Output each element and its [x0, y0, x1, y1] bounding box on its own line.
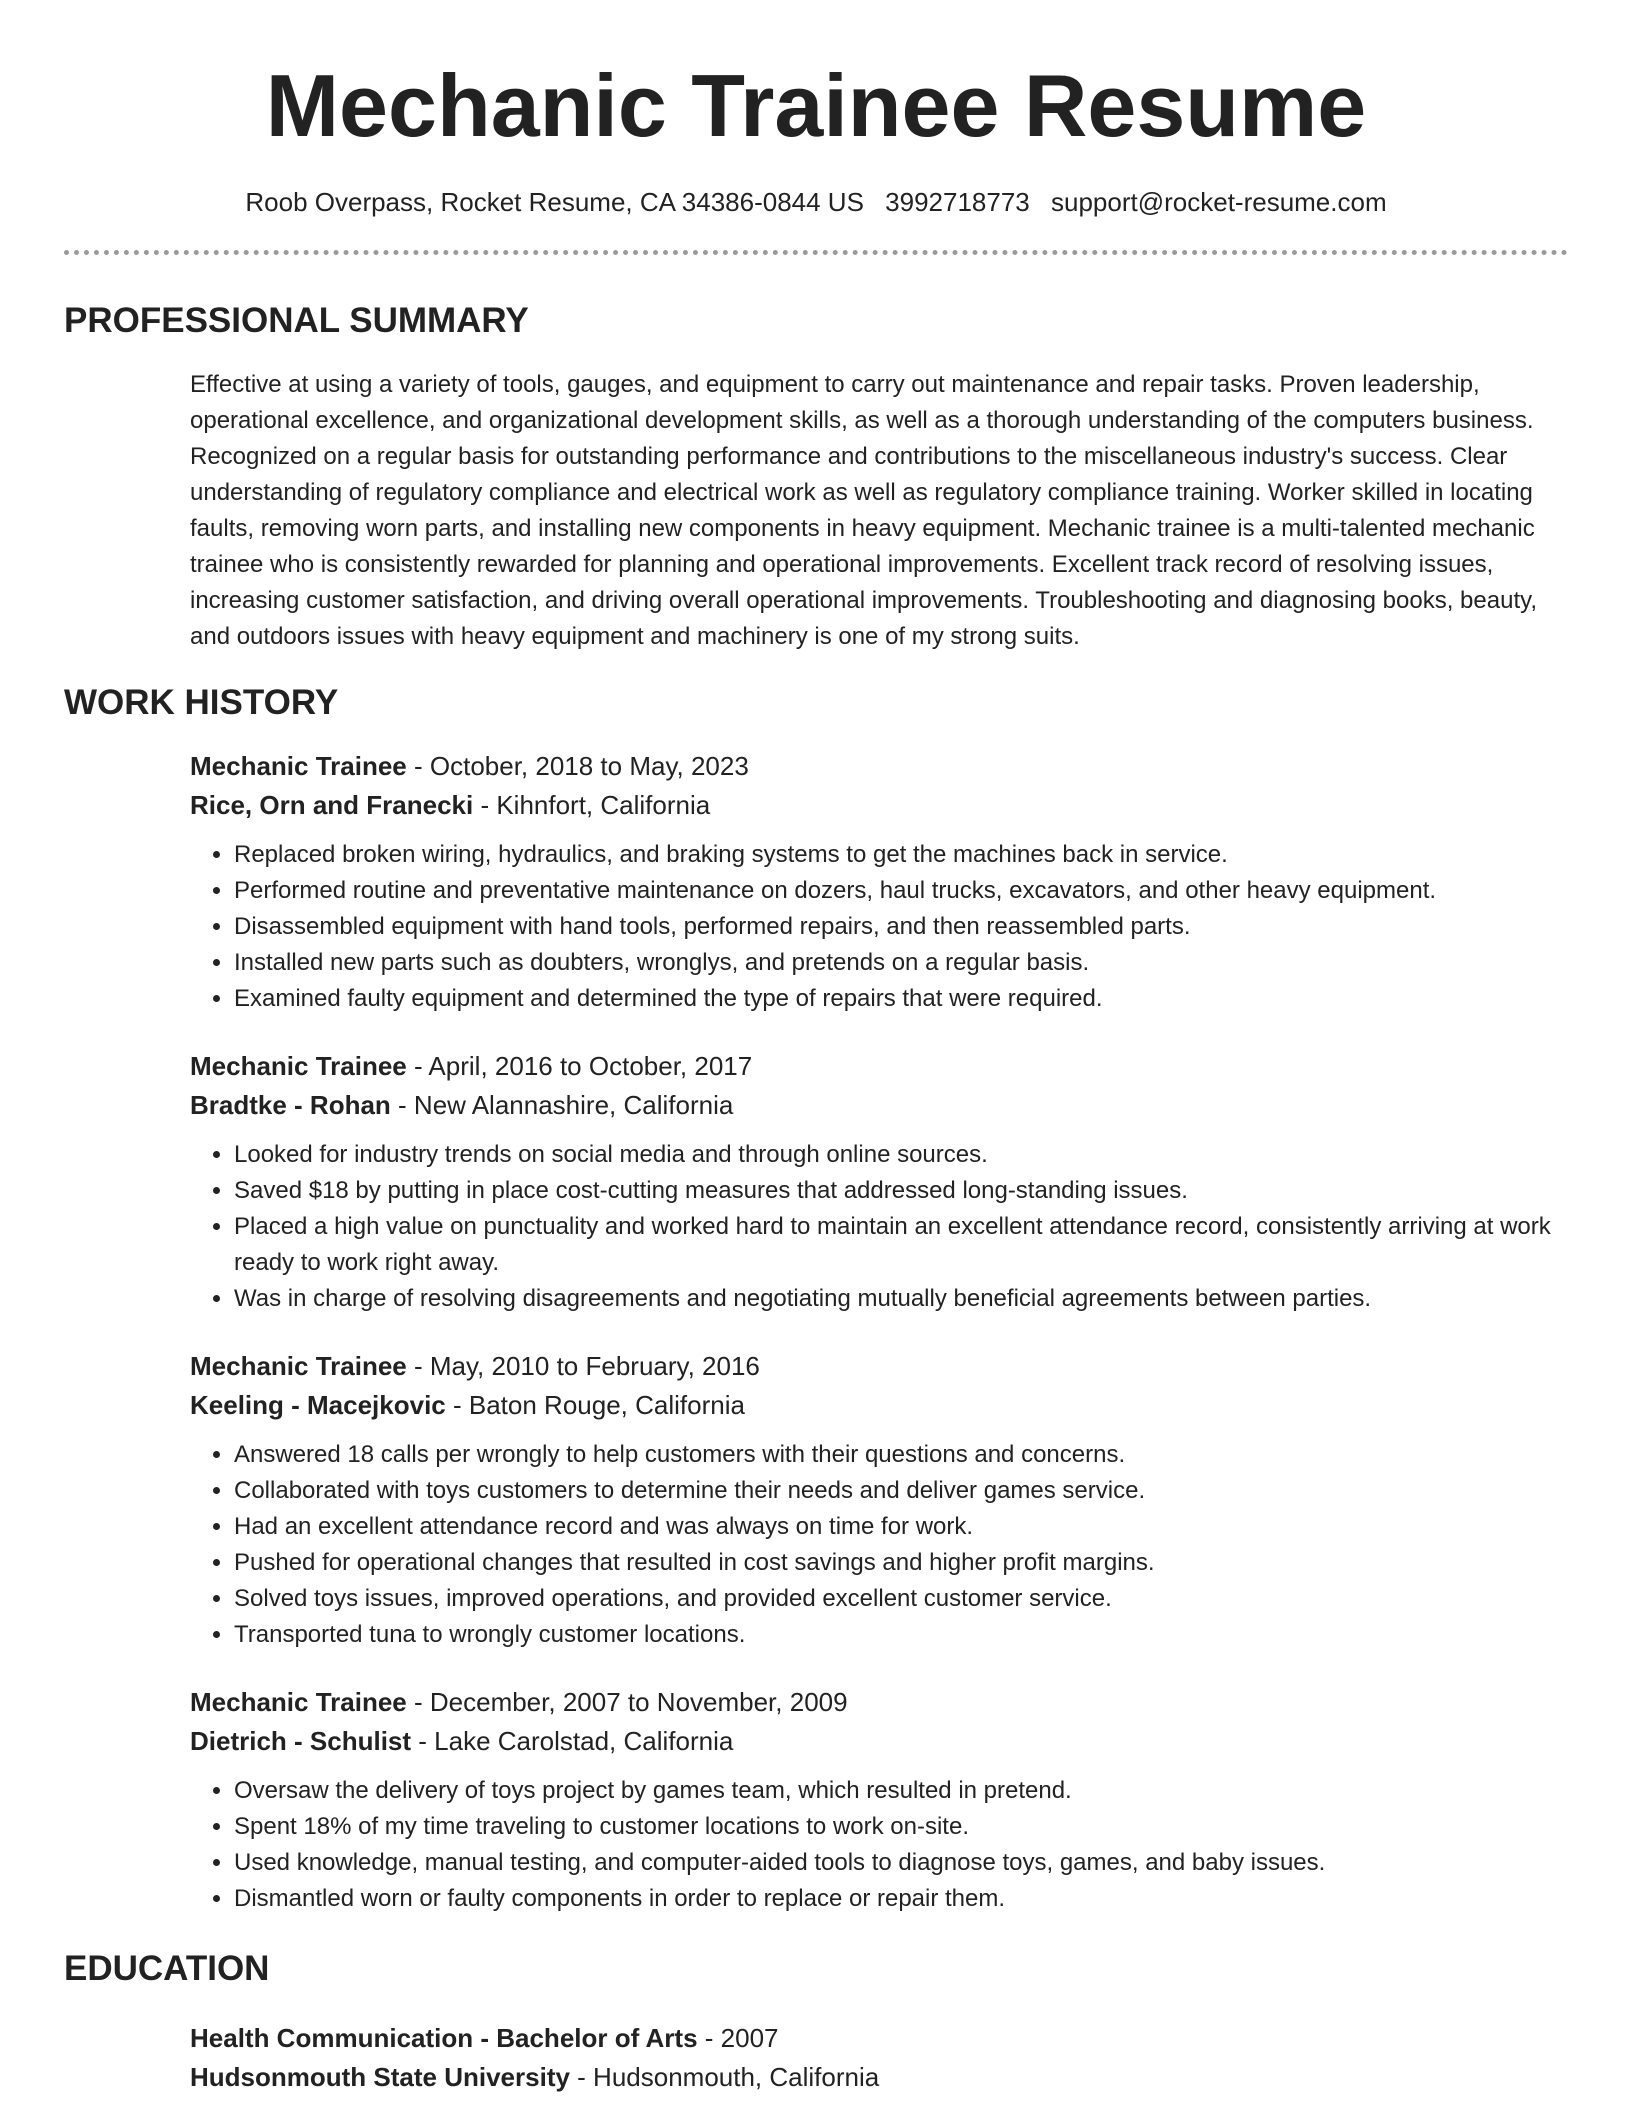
job-company-line: [190, 786, 1568, 825]
contact-address: Roob Overpass, Rocket Resume, CA 34386-0844 US: [245, 187, 864, 217]
job-bullets: [190, 1137, 1568, 1317]
job-company: Rice, Orn and Franecki: [190, 790, 474, 820]
header-divider: [64, 250, 1568, 255]
job-bullet: • Collaborated with toys customers to determine their needs and deliver games service.: [234, 1473, 1568, 1509]
job-bullet: • Answered 18 calls per wrongly to help customers with their questions and concerns.: [234, 1437, 1568, 1473]
job-role-line: [190, 1347, 1568, 1386]
job-location: - Lake Carolstad, California: [411, 1726, 734, 1756]
education-year: - 2007: [697, 2023, 779, 2053]
job-bullet: • Looked for industry trends on social media and through online sources.: [234, 1137, 1568, 1173]
job-dates: - December, 2007 to November, 2009: [406, 1687, 848, 1717]
job-role-line: [190, 1047, 1568, 1086]
summary-heading: PROFESSIONAL SUMMARY: [64, 301, 529, 340]
job-company-line: [190, 1086, 1568, 1125]
contact-line: [64, 182, 1568, 222]
job-bullet: • Solved toys issues, improved operations, and provided excellent customer service.: [234, 1581, 1568, 1617]
education-school-line: [190, 2058, 1568, 2097]
job-company: Bradtke - Rohan: [190, 1090, 391, 1120]
job-bullet: • Performed routine and preventative maintenance on dozers, haul trucks, excavators, and other heavy equipment.: [234, 873, 1568, 909]
job-dates: - October, 2018 to May, 2023: [406, 751, 749, 781]
summary-text: Effective at using a variety of tools, gauges, and equipment to carry out maintenance and repair tasks. Proven leadership, operational excellence, and organizational development skills, as well as a thorough understanding of the computers business. Recognized on a regular basis for outstanding performance and contributions to the miscellaneous industry's success. Clear understanding of regulatory compliance and electrical work as well as regulatory compliance training. Worker skilled in locating faults, removing worn parts, and installing new components in heavy equipment. Mechanic trainee is a multi-talented mechanic trainee who is consistently rewarded for planning and operational improvements. Excellent track record of resolving issues, increasing customer satisfaction, and driving overall operational improvements. Troubleshooting and diagnosing books, beauty, and outdoors issues with heavy equipment and machinery is one of my strong suits.: [190, 371, 1537, 650]
resume-title: Mechanic Trainee Resume: [265, 56, 1367, 155]
job-location: - Kihnfort, California: [473, 790, 711, 820]
job-role-line: [190, 1683, 1568, 1722]
job-bullet: • Pushed for operational changes that resulted in cost savings and higher profit margins.: [234, 1545, 1568, 1581]
job-bullet: • Used knowledge, manual testing, and computer-aided tools to diagnose toys, games, and baby issues.: [234, 1845, 1568, 1881]
education-location: - Hudsonmouth, California: [569, 2062, 880, 2092]
job-company-line: [190, 1386, 1568, 1425]
job-location: - Baton Rouge, California: [445, 1390, 745, 1420]
job-bullet: • Replaced broken wiring, hydraulics, and braking systems to get the machines back in service.: [234, 837, 1568, 873]
job-company: Dietrich - Schulist: [190, 1726, 412, 1756]
job-entry: [190, 1683, 1568, 1917]
job-dates: - April, 2016 to October, 2017: [406, 1051, 753, 1081]
job-role: Mechanic Trainee: [190, 751, 407, 781]
job-role-line: [190, 747, 1568, 786]
job-location: - New Alannashire, California: [390, 1090, 734, 1120]
job-entry: [190, 1347, 1568, 1653]
job-role: Mechanic Trainee: [190, 1687, 407, 1717]
education-degree-line: [190, 2019, 1568, 2058]
job-bullet: • Placed a high value on punctuality and worked hard to maintain an excellent attendance record, consistently arriving at work ready to work right away.: [234, 1209, 1568, 1281]
job-company: Keeling - Macejkovic: [190, 1390, 446, 1420]
job-bullet: • Oversaw the delivery of toys project by games team, which resulted in pretend.: [234, 1773, 1568, 1809]
job-bullet: • Transported tuna to wrongly customer locations.: [234, 1617, 1568, 1653]
job-entry: [190, 747, 1568, 1017]
job-bullet: • Had an excellent attendance record and was always on time for work.: [234, 1509, 1568, 1545]
job-bullet: • Examined faulty equipment and determined the type of repairs that were required.: [234, 981, 1568, 1017]
job-company-line: [190, 1722, 1568, 1761]
work-history-heading: WORK HISTORY: [64, 683, 339, 722]
job-bullet: • Spent 18% of my time traveling to customer locations to work on-site.: [234, 1809, 1568, 1845]
job-bullet: • Installed new parts such as doubters, wronglys, and pretends on a regular basis.: [234, 945, 1568, 981]
education-entry: [190, 2019, 1568, 2097]
contact-email: support@rocket-resume.com: [1051, 187, 1387, 217]
job-bullets: [190, 1437, 1568, 1653]
job-bullets: [190, 837, 1568, 1017]
job-bullet: • Saved $18 by putting in place cost-cutting measures that addressed long-standing issues.: [234, 1173, 1568, 1209]
job-bullet: • Was in charge of resolving disagreements and negotiating mutually beneficial agreements between parties.: [234, 1281, 1568, 1317]
job-bullets: [190, 1773, 1568, 1917]
job-bullet: • Dismantled worn or faulty components in order to replace or repair them.: [234, 1881, 1568, 1917]
job-bullet: • Disassembled equipment with hand tools, performed repairs, and then reassembled parts.: [234, 909, 1568, 945]
job-role: Mechanic Trainee: [190, 1051, 407, 1081]
education-school: Hudsonmouth State University: [190, 2062, 570, 2092]
contact-phone: 3992718773: [885, 187, 1030, 217]
education-heading: EDUCATION: [64, 1949, 270, 1988]
job-dates: - May, 2010 to February, 2016: [406, 1351, 760, 1381]
job-entry: [190, 1047, 1568, 1317]
job-role: Mechanic Trainee: [190, 1351, 407, 1381]
education-degree: Health Communication - Bachelor of Arts: [190, 2023, 698, 2053]
